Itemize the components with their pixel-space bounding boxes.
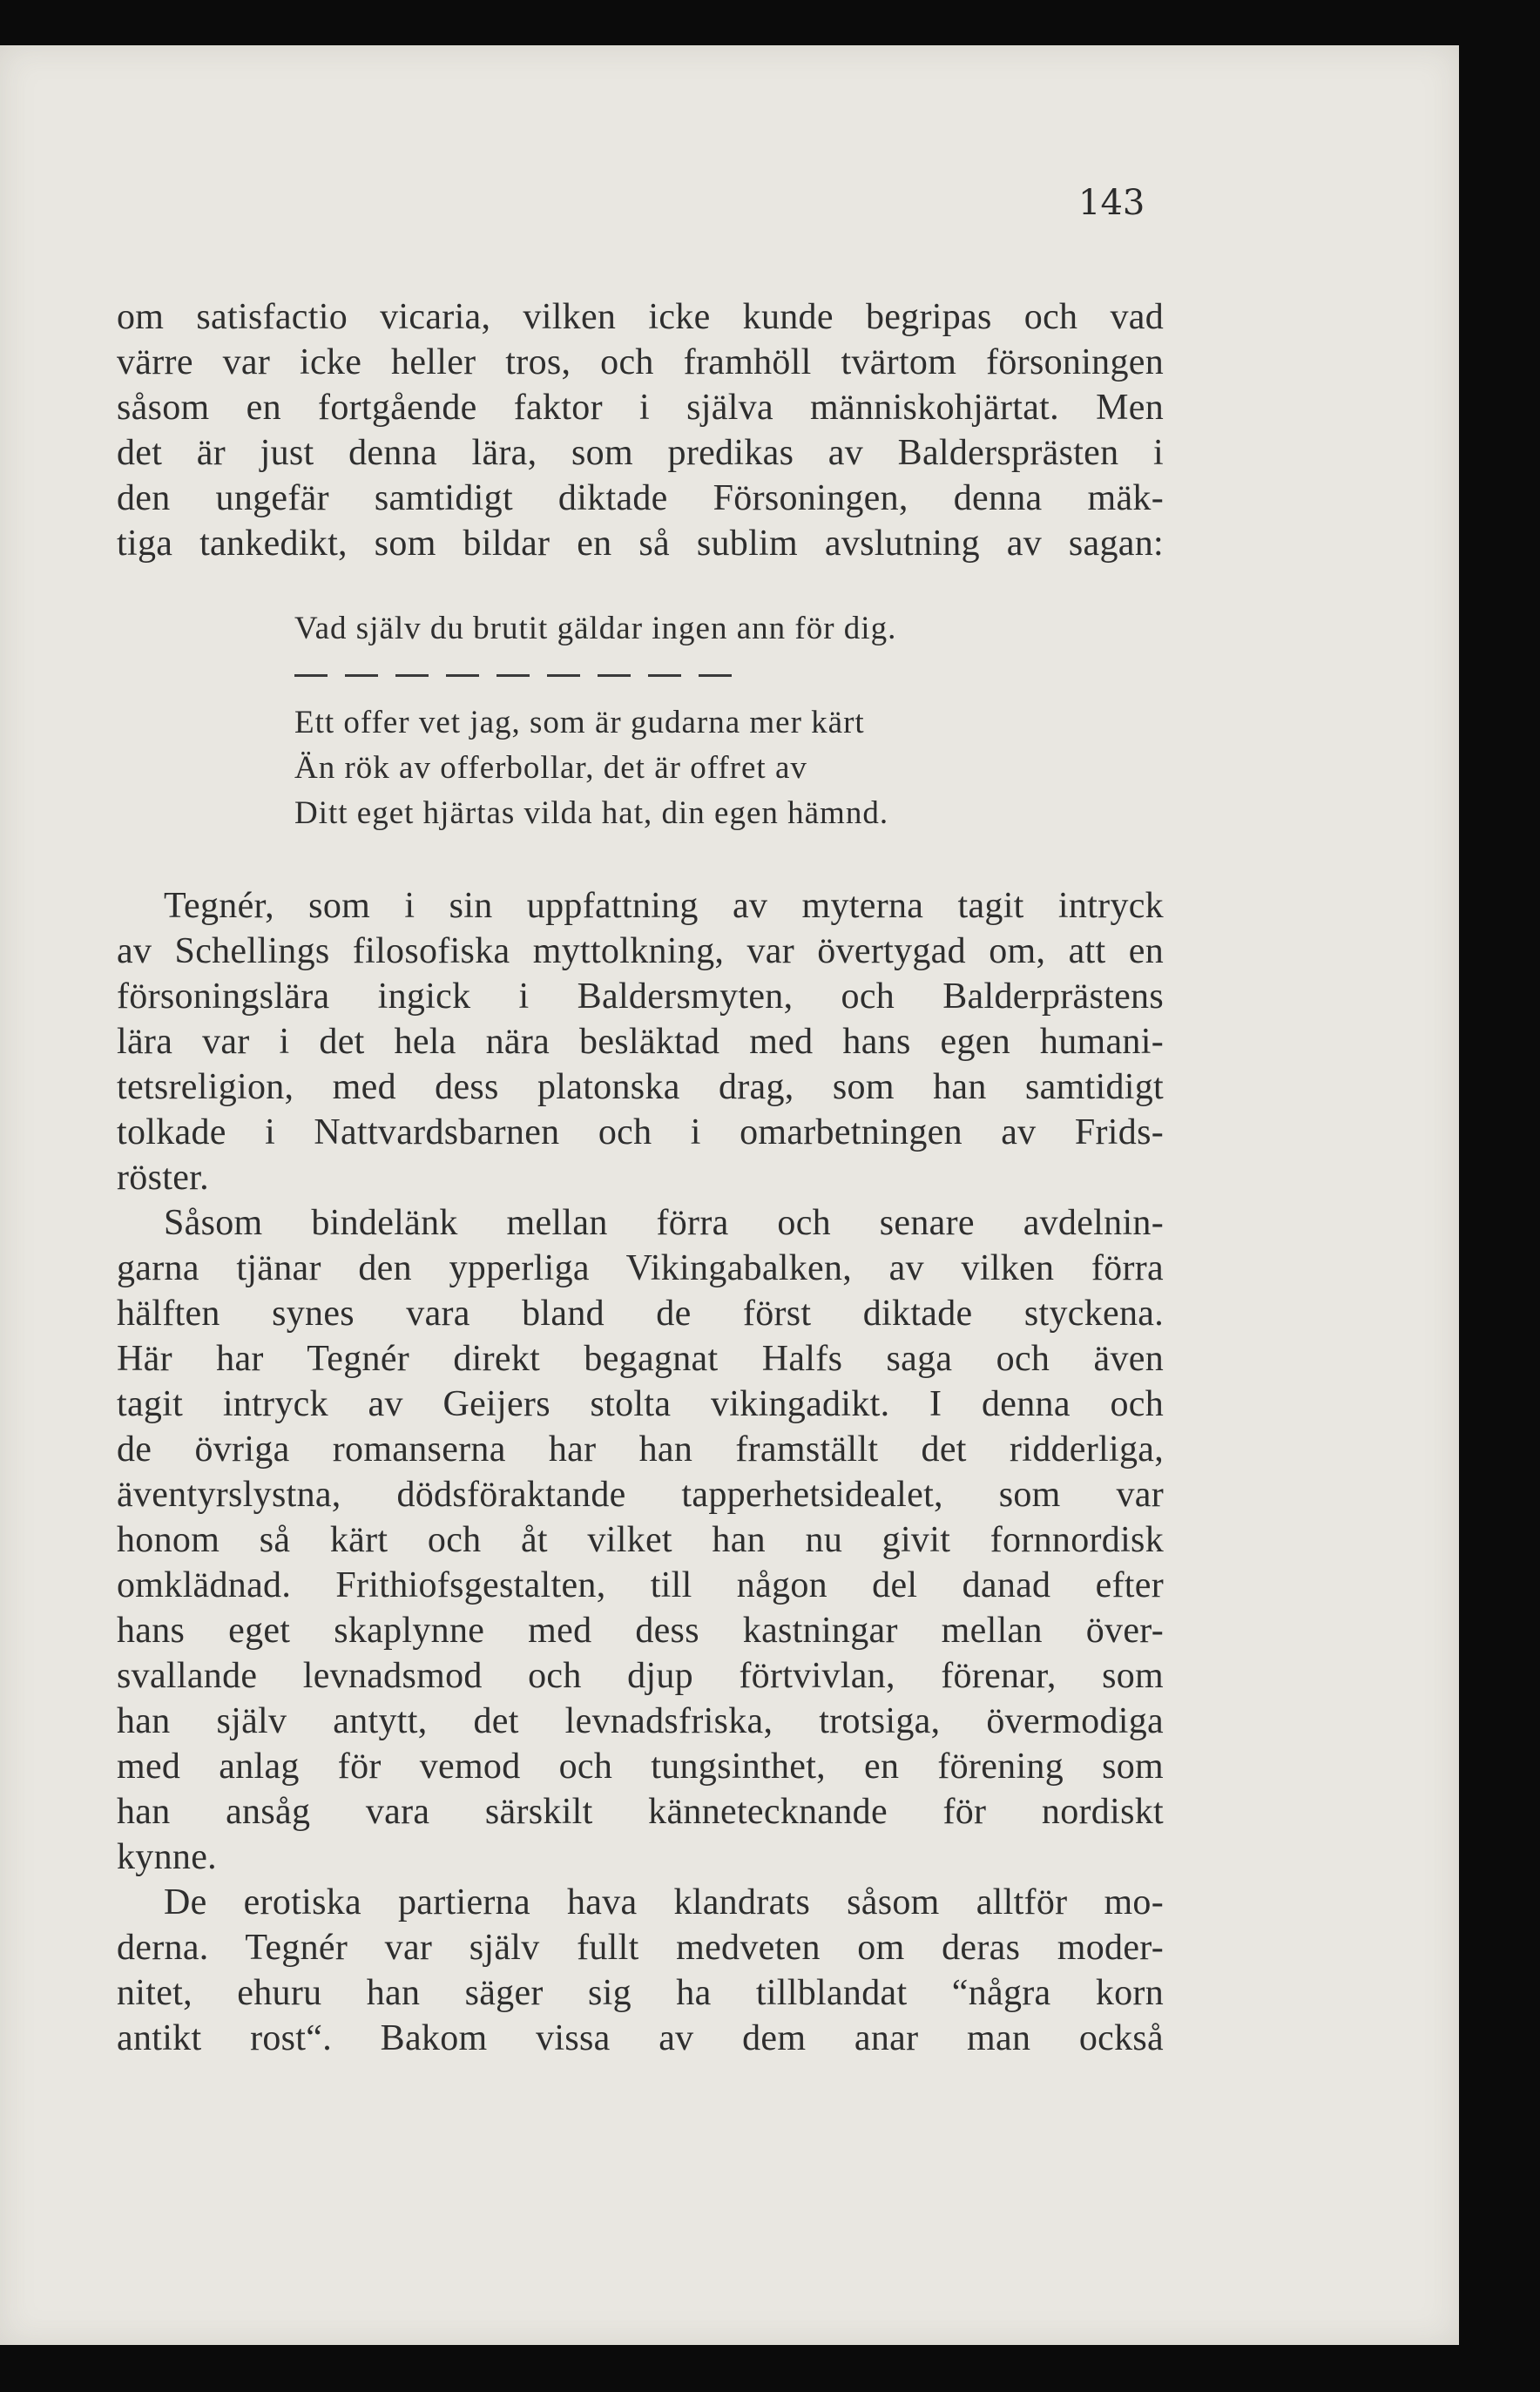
verse-quote-second	[294, 700, 888, 836]
book-page	[0, 45, 1459, 2345]
text-line: försoningslära ingick i Baldersmyten, och Balderprästens	[117, 976, 1164, 1017]
verse-line: Än rök av offerbollar, det är offret av	[294, 750, 807, 786]
text-line: såsom en fortgående faktor i själva människohjärtat. Men	[117, 388, 1164, 428]
page-number: 143	[1078, 183, 1145, 223]
text-line: tagit intryck av Geijers stolta vikingadikt. I denna och	[117, 1384, 1164, 1424]
text-line: lära var i det hela nära besläktad med hans egen humani-	[117, 1022, 1164, 1062]
text-line: äventyrslystna, dödsföraktande tapperhetsidealet, som var	[117, 1475, 1164, 1515]
text-line: derna. Tegnér var själv fullt medveten om deras moder-	[117, 1928, 1164, 1968]
verse-line: Ett offer vet jag, som är gudarna mer kärt	[294, 705, 865, 740]
paragraph-opening	[117, 294, 1164, 566]
text-line: värre var icke heller tros, och framhöll tvärtom försoningen	[117, 342, 1164, 382]
verse-ellipsis-dashes	[294, 674, 732, 677]
verse-quote-first	[294, 606, 896, 652]
text-line: Såsom bindelänk mellan förra och senare avdelnin-	[164, 1203, 1164, 1243]
body-paragraphs	[117, 883, 1164, 2061]
text-line: han ansåg vara särskilt kännetecknande för nordiskt	[117, 1792, 1164, 1832]
text-line: garna tjänar den ypperliga Vikingabalken, av vilken förra	[117, 1248, 1164, 1288]
text-line: svallande levnadsmod och djup förtvivlan, förenar, som	[117, 1656, 1164, 1696]
text-line: hälften synes vara bland de först diktade styckena.	[117, 1294, 1164, 1334]
text-line: honom så kärt och åt vilket han nu givit fornnordisk	[117, 1520, 1164, 1560]
text-line: tetsreligion, med dess platonska drag, som han samtidigt	[117, 1067, 1164, 1107]
text-line: de övriga romanserna har han framställt det ridderliga,	[117, 1429, 1164, 1470]
text-line: nitet, ehuru han säger sig ha tillblandat “några korn	[117, 1973, 1164, 2013]
verse-line: Ditt eget hjärtas vilda hat, din egen hämnd.	[294, 795, 889, 831]
text-line: tiga tankedikt, som bildar en så sublim avslutning av sagan:	[117, 524, 1164, 564]
text-line: han själv antytt, det levnadsfriska, trotsiga, övermodiga	[117, 1701, 1164, 1741]
text-line: hans eget skaplynne med dess kastningar mellan över-	[117, 1611, 1164, 1651]
text-line: om satisfactio vicaria, vilken icke kunde begripas och vad	[117, 297, 1164, 337]
text-line: De erotiska partierna hava klandrats såsom alltför mo-	[164, 1882, 1164, 1922]
text-line: Här har Tegnér direkt begagnat Halfs saga och även	[117, 1339, 1164, 1379]
text-line: det är just denna lära, som predikas av Baldersprästen i	[117, 433, 1164, 473]
verse-line: Vad själv du brutit gäldar ingen ann för dig.	[294, 611, 897, 646]
text-line: kynne.	[117, 1837, 217, 1877]
text-line: omklädnad. Frithiofsgestalten, till någon del danad efter	[117, 1565, 1164, 1605]
text-line: tolkade i Nattvardsbarnen och i omarbetningen av Frids-	[117, 1112, 1164, 1152]
text-line: Tegnér, som i sin uppfattning av myterna tagit intryck	[164, 886, 1164, 926]
text-line: med anlag för vemod och tungsinthet, en förening som	[117, 1747, 1164, 1787]
text-line: den ungefär samtidigt diktade Försoningen, denna mäk-	[117, 478, 1164, 518]
text-line: antikt rost“. Bakom vissa av dem anar man också	[117, 2018, 1164, 2058]
text-line: av Schellings filosofiska myttolkning, var övertygad om, att en	[117, 931, 1164, 971]
text-line: röster.	[117, 1158, 209, 1198]
